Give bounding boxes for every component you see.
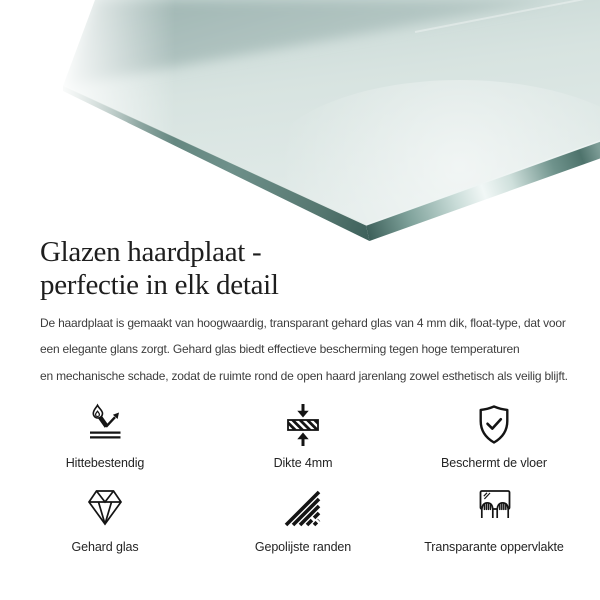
feature-label: Hittebestendig — [65, 456, 145, 470]
feature-dikte-4mm — [203, 402, 403, 470]
description-line: een elegante glans zorgt. Gehard glas biedt effectieve bescherming tegen hoge temperaturen — [40, 342, 520, 357]
feature-beschermt-de-vloer — [394, 402, 594, 470]
diamond-icon — [82, 486, 128, 532]
description-line: De haardplaat is gemaakt van hoogwaardig, transparant gehard glas van 4 mm dik, float-type, dat voor — [40, 316, 566, 330]
page-title-line1: Glazen haardplaat - — [40, 236, 262, 268]
feature-label: Beschermt de vloer — [441, 456, 547, 470]
feature-label: Gehard glas — [71, 540, 139, 554]
hands-holding-glass-icon — [471, 486, 517, 532]
page-title-line2: perfectie in elk detail — [40, 269, 279, 301]
feature-label: Transparante oppervlakte — [424, 540, 564, 554]
feature-label: Gepolijste randen — [254, 540, 352, 554]
product-description — [40, 310, 568, 389]
feature-label: Dikte 4mm — [273, 456, 333, 470]
feature-gepolijste-randen — [203, 486, 403, 554]
flame-bounce-icon — [82, 402, 128, 448]
description-line: en mechanische schade, zodat de ruimte rond de open haard jarenlang zowel esthetisch als veilig blijft. — [40, 368, 568, 383]
feature-gehard-glas — [5, 486, 205, 554]
glass-plate-illustration — [0, 0, 600, 246]
page-title — [40, 236, 279, 302]
feature-transparante-oppervlakte — [394, 486, 594, 554]
feature-hittebestendig — [5, 402, 205, 470]
diagonal-stripes-icon — [280, 486, 326, 532]
thickness-arrows-icon — [280, 402, 326, 448]
shield-check-icon — [471, 402, 517, 448]
glass-plate-photo — [0, 0, 600, 246]
